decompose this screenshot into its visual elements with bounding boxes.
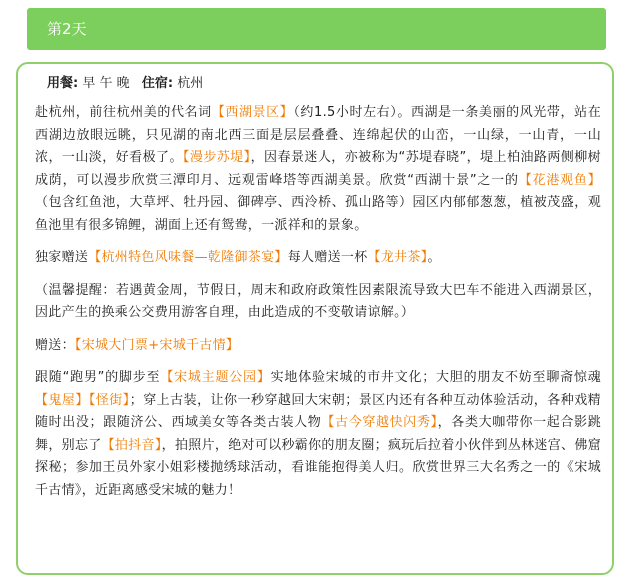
text-segment: 独家赠送 xyxy=(35,250,89,265)
highlight-sudi: 【漫步苏堤】 xyxy=(182,150,251,165)
stay-value: 杭州 xyxy=(177,76,204,91)
text-segment: ，拍照片，绝对可以秒霸你的朋友圈；疯玩后拉着小伙伴到丛林迷宫、佛窟探秘；参加王员外家小姐彩楼抛绣球活动，看谁能抱得美人归。欣赏世界三大名秀之一的《宋城千古情》，近距离感受宋城的魅力！ xyxy=(35,437,601,498)
text-segment: （温馨提醒：若遇黄金周，节假日，周末和政府政策性因素限流导致大巴车不能进入西湖景区，因此产生的换乘公交费用游客自理，由此造成的不变敬请谅解。） xyxy=(35,282,601,320)
highlight-huagang: 【花港观鱼】 xyxy=(518,172,601,188)
text-segment: ；穿上古装，让你一秒穿越回大宋朝；景区内还有各种互动体验活动，各种戏精随时出没；跟随济公、西域美女等各类古装人物 xyxy=(35,392,601,430)
text-segment: （包含红鱼池，大草坪、牡丹园、御碑亭、西泠桥、孤山路等）园区内郁郁葱葱，植被茂盛，观鱼池里有很多锦鲤，湖面上还有鸳鸯，一派祥和的景象。 xyxy=(35,195,601,233)
paragraph-westlake xyxy=(35,102,601,237)
highlight-songcheng-ticket: 【宋城大门票+宋城千古情】 xyxy=(74,337,240,353)
stay-label: 住宿: xyxy=(141,76,174,91)
text-segment: 跟随“跑男”的脚步至 xyxy=(35,370,161,385)
text-segment: 赴杭州，前往杭州美的代名词 xyxy=(35,105,212,120)
paragraph-gift-ticket xyxy=(35,335,601,358)
text-segment: 每人赠送一杯 xyxy=(287,250,368,265)
meal-info-row xyxy=(47,72,203,91)
highlight-douyin: 【拍抖音】 xyxy=(101,437,162,453)
paragraph-songcheng xyxy=(35,367,601,502)
day-title: 第2天 xyxy=(47,20,87,38)
highlight-songcheng-park: 【宋城主题公园】 xyxy=(160,370,271,385)
paragraph-reminder xyxy=(35,280,601,325)
text-segment: 实地体验宋城的市井文化；大胆的朋友不妨至聊斋惊魂 xyxy=(270,370,601,385)
text-segment: ，因春景迷人，亦被称为“苏堤春晓”，堤上柏油路两侧柳树成荫，可以漫步欣赏三潭印月、远观雷峰塔等西湖美景。欣赏“西湖十景”之一的 xyxy=(35,150,601,188)
highlight-haunted-house: 【鬼屋】 xyxy=(35,392,89,408)
highlight-flash-show: 【古今穿越快闪秀】 xyxy=(321,415,438,430)
paragraph-gift-meal xyxy=(35,247,601,270)
text-segment: （约1.5小时左右）。西湖是一条美丽的风光带，站在西湖边放眼远眺，只见湖的南北西三面是层层叠叠、连绵起伏的山峦，一山绿，一山青，一山浓，一山淡，好看极了。 xyxy=(35,105,601,165)
day-header-bar xyxy=(27,8,606,50)
meal-value: 早 午 晚 xyxy=(82,76,130,91)
text-segment: 。 xyxy=(427,250,441,265)
highlight-longjing: 【龙井茶】 xyxy=(367,250,428,265)
highlight-strange-street: 【怪街】 xyxy=(88,392,130,408)
highlight-tea-banquet: 【杭州特色风味餐—乾隆御茶宴】 xyxy=(88,250,288,265)
highlight-westlake: 【西湖景区】 xyxy=(211,105,294,120)
itinerary-content xyxy=(35,102,601,512)
meal-label: 用餐: xyxy=(47,76,79,91)
text-segment: ，各类大咖带你一起合影跳舞，别忘了 xyxy=(35,415,601,453)
text-segment: 赠送： xyxy=(35,337,75,353)
itinerary-card xyxy=(16,62,614,575)
